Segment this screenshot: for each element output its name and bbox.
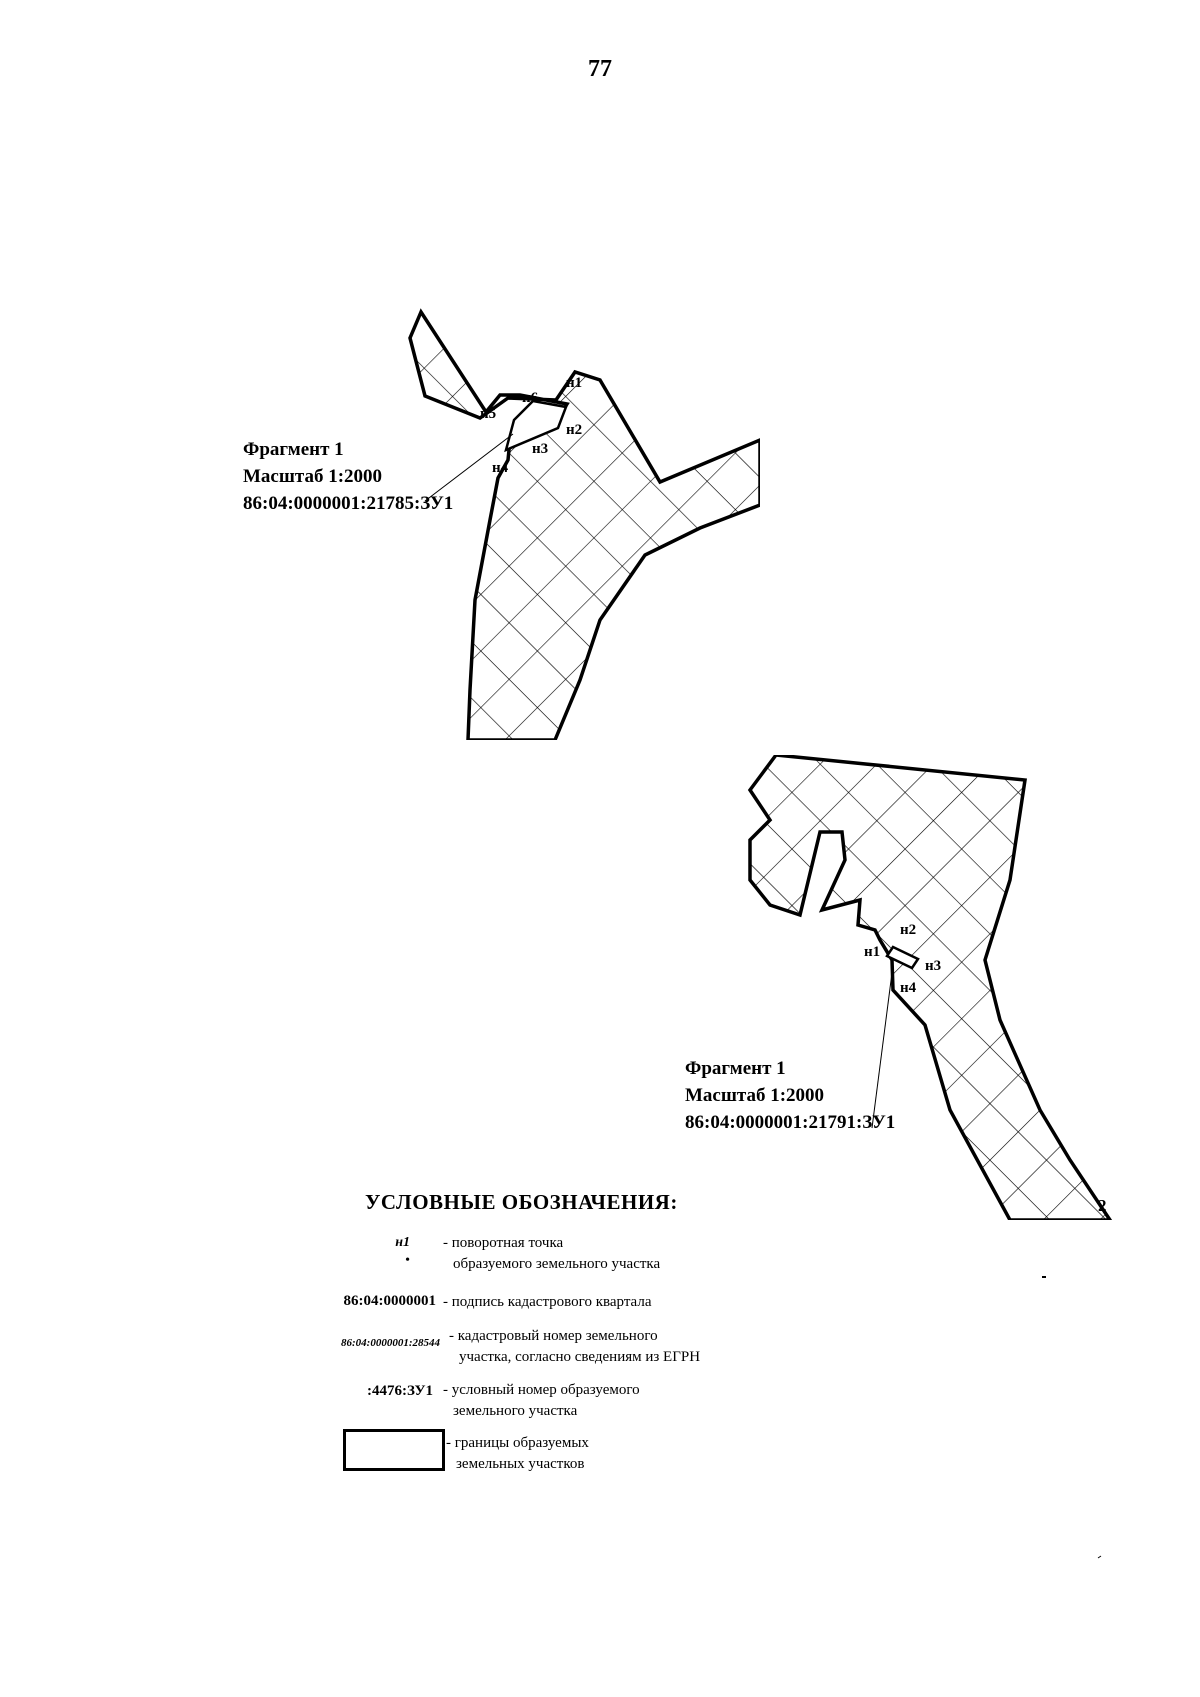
- fragment-a-parcel-id: 86:04:0000001:21785:ЗУ1: [243, 493, 454, 514]
- fragment-a-parcel: [410, 312, 760, 740]
- legend-quarter-symbol: 86:04:0000001: [343, 1293, 436, 1309]
- legend-conditional-symbol: :4476:ЗУ1: [366, 1383, 433, 1399]
- fragment-a-caption: [243, 436, 453, 517]
- legend-conditional-desc: - условный номер образуемого земельного участка: [443, 1382, 640, 1419]
- legend-cadastral-desc: - кадастровый номер земельного участка, согласно сведениям из ЕГРН: [449, 1328, 701, 1365]
- fragment-b-scale: Масштаб 1:2000: [685, 1085, 825, 1106]
- fragment-a-point-n5: н5: [480, 406, 497, 422]
- page-number: 77: [588, 56, 612, 82]
- fragment-a-point-n6: н6: [522, 390, 539, 406]
- fragment-a-point-n4: н4: [492, 460, 509, 476]
- fragment-b-point-n2: н2: [900, 922, 917, 938]
- legend-point-desc: - поворотная точка образуемого земельного участка: [443, 1235, 661, 1272]
- fragment-a-point-n2: н2: [566, 422, 583, 438]
- fragment-a-scale: Масштаб 1:2000: [243, 466, 383, 487]
- fragment-a-parcel-shape: [410, 312, 760, 740]
- fragment-b-point-n1: н1: [864, 944, 881, 960]
- legend-point-symbol: н1: [395, 1235, 410, 1250]
- fragment-b-parcel-id: 86:04:0000001:21791:ЗУ1: [685, 1112, 896, 1133]
- legend-boundary-box: [343, 1429, 445, 1471]
- fragment-b-point-n3: н3: [925, 958, 942, 974]
- legend-cadastral-symbol: 86:04:0000001:28544: [341, 1337, 440, 1349]
- legend-point-dot: •: [405, 1253, 410, 1268]
- fragment-b-title: Фрагмент 1: [685, 1058, 786, 1079]
- fragment-b-point-n4: н4: [900, 980, 917, 996]
- legend-quarter-desc: - подпись кадастрового квартала: [443, 1294, 652, 1310]
- legend-boundary-desc: - границы образуемых земельных участков: [446, 1435, 589, 1472]
- fragment-b-edge-mark: 2: [1098, 1196, 1107, 1215]
- legend-title: УСЛОВНЫЕ ОБОЗНАЧЕНИЯ:: [365, 1190, 678, 1214]
- fragment-a-title: Фрагмент 1: [243, 439, 344, 460]
- fragment-a-point-n3: н3: [532, 441, 549, 457]
- fragment-a-point-n1: н1: [566, 375, 583, 391]
- fragment-b-parcel-shape: [750, 755, 1110, 1220]
- fragment-b-caption: [685, 1055, 895, 1136]
- fragment-b-parcel: [750, 755, 1110, 1220]
